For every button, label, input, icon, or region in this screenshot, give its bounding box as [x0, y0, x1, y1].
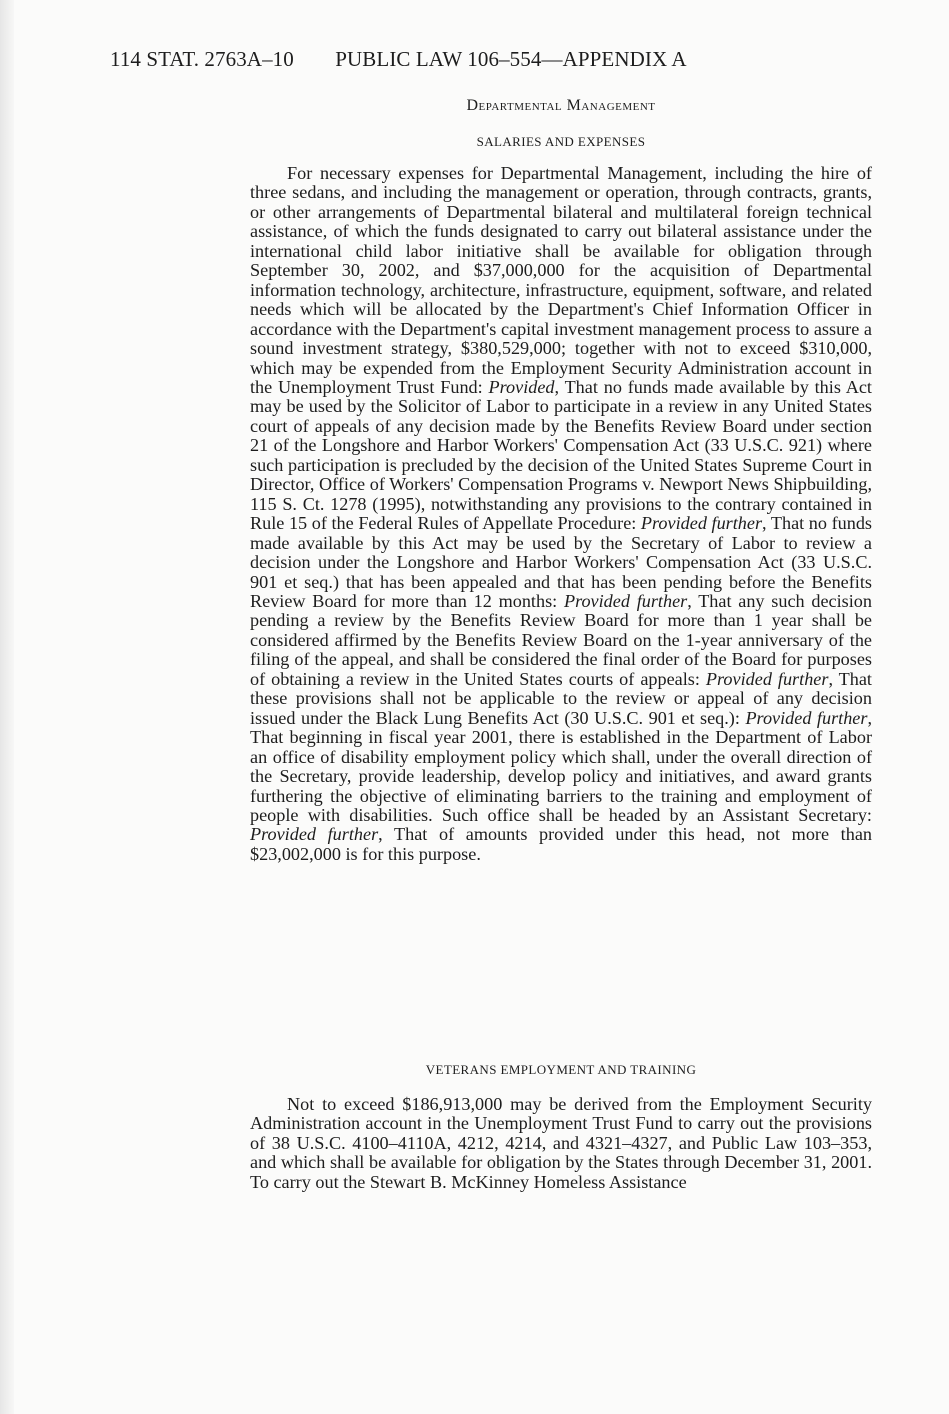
- public-law-title: PUBLIC LAW 106–554—APPENDIX A: [335, 47, 687, 71]
- veterans-paragraph: Not to exceed $186,913,000 may be derived from the Employment Security Administration account in the Unemployment Trust Fund to carry out the provisions of 38 U.S.C. 4100–4110A, 4212, 4214, and 4321–4327, and Public Law 103–353, and which shall be available for obligation by the States through December 31, 2001. To carry out the Stewart B. McKinney Homeless Assistance: [250, 1094, 872, 1192]
- section-heading: Departmental Management: [466, 97, 656, 114]
- veterans-subheading: VETERANS EMPLOYMENT AND TRAINING: [425, 1062, 697, 1077]
- salaries-subheading: SALARIES AND EXPENSES: [476, 134, 646, 149]
- text-segment: , That no funds made available by this Act may be used by the Secretary of Labor to review a decision under the Longshore and Harbor Workers' Compensation Act (33 U.S.C. 901 et seq.) that has been appealed and that has been pending before the Benefits Review Board for more than 12 months:: [250, 513, 873, 611]
- proviso-italic: Provided: [488, 376, 555, 397]
- page-edge-shadow: [0, 0, 14, 1414]
- proviso-italic: Provided further: [745, 707, 868, 728]
- proviso-italic: Provided further: [640, 513, 763, 534]
- running-header: [110, 47, 810, 72]
- text-segment: , That of amounts provided under this head, not more than $23,002,000 is for this purpose.: [250, 824, 872, 864]
- proviso-italic: Provided further: [563, 590, 688, 611]
- text-segment: For necessary expenses for Departmental Management, including the hire of three sedans, and including the management or operation, through contracts, grants, or other arrangements of Departmental bilateral and multilateral foreign technical assistance, of which the funds designated to carry out bilateral assistance under the international child labor initiative shall be available for obligation through September 30, 2002, and $37,000,000 for the acquisition of Departmental information technology, architecture, infrastructure, equipment, software, and related needs which will be allocated by the Department's Chief Information Officer in accordance with the Department's capital investment management process to assure a sound investment strategy, $380,529,000; together with not to exceed $310,000, which may be expended from the Employment Security Administration account in the Unemployment Trust Fund:: [250, 163, 872, 397]
- salaries-paragraph: [250, 164, 872, 864]
- text-segment: , That these provisions shall not be applicable to the review or appeal of any decision issued under the Black Lung Benefits Act (30 U.S.C. 901 et seq.):: [250, 668, 872, 728]
- proviso-italic: Provided further: [705, 668, 829, 689]
- statute-citation: 114 STAT. 2763A–10: [110, 47, 294, 71]
- proviso-italic: Provided further: [250, 824, 379, 845]
- text-segment: , That no funds made available by this Act may be used by the Solicitor of Labor to participate in a review in any United States court of appeals of any decision made by the Benefits Review Board under section 21 of the Longshore and Harbor Workers' Compensation Act (33 U.S.C. 921) where such participation is precluded by the decision of the United States Supreme Court in Director, Office of Workers' Compensation Programs v. Newport News Shipbuilding, 115 S. Ct. 1278 (1995), notwithstanding any provisions to the contrary contained in Rule 15 of the Federal Rules of Appellate Procedure:: [250, 376, 872, 534]
- text-segment: , That beginning in fiscal year 2001, there is established in the Department of Labor an office of disability employment policy which shall, under the overall direction of the Secretary, provide leadership, develop policy and initiatives, and award grants furthering the objective of eliminating barriers to the training and employment of people with disabilities. Such office shall be headed by an Assistant Secretary:: [250, 707, 873, 825]
- text-segment: , That any such decision pending a review by the Benefits Review Board for more than 1 year shall be considered affirmed by the Benefits Review Board on the 1-year anniversary of the filing of the appeal, and shall be considered the final order of the Board for purposes of obtaining a review in the United States courts of appeals:: [250, 590, 872, 689]
